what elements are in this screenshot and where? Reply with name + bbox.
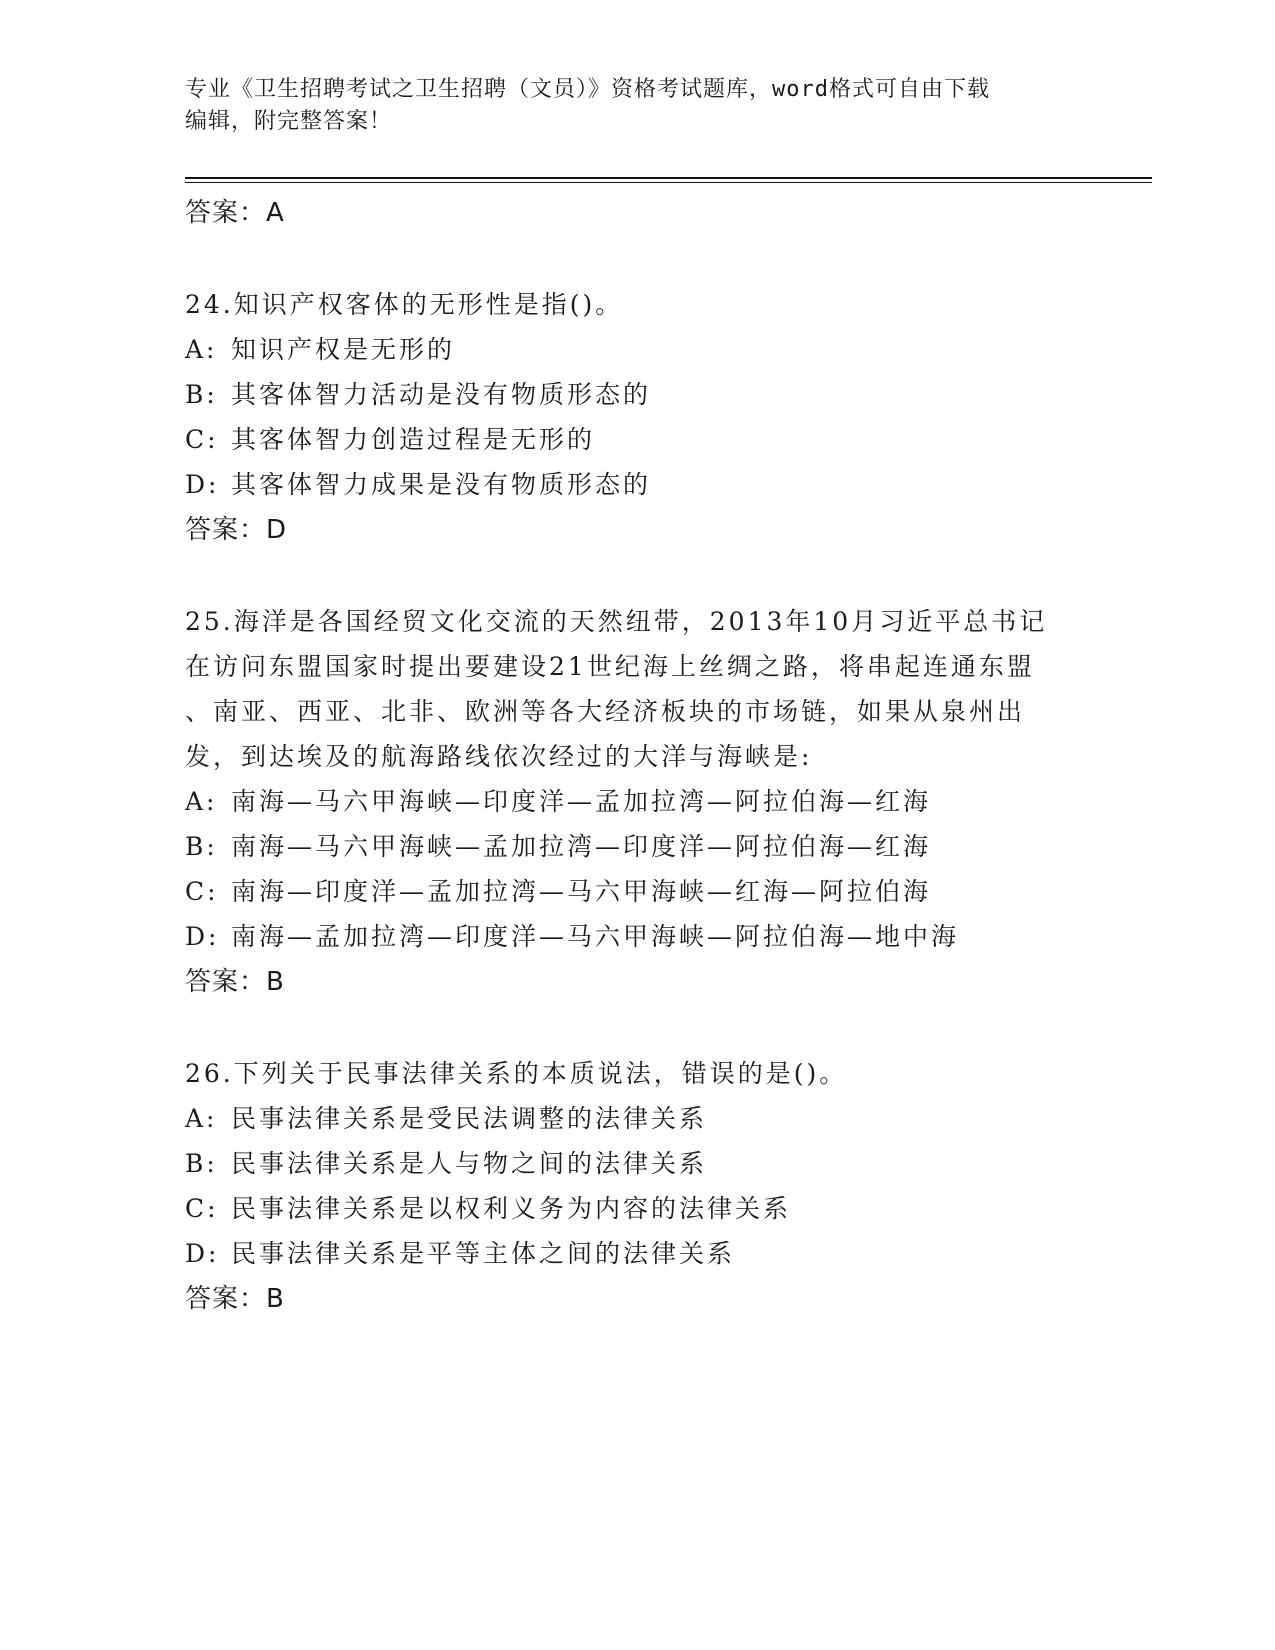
header-line-1: 专业《卫生招聘考试之卫生招聘（文员）》资格考试题库，word格式可自由下载 [185,77,990,102]
answer-line: 答案：B [185,967,285,997]
option-d [185,462,1085,507]
option-key: A: [185,1104,218,1133]
option-text: 民事法律关系是受民法调整的法律关系 [231,1104,708,1133]
option-key: C: [185,877,219,906]
question-text: 24.知识产权客体的无形性是指()。 [185,290,624,319]
answer-line: 答案：A [185,198,285,228]
option-d [185,1231,1085,1276]
option-text: 南海—马六甲海峡—印度洋—孟加拉湾—阿拉伯海—红海 [231,787,932,816]
question-26 [185,1051,1085,1322]
option-a [185,327,1085,372]
option-key: B: [185,380,218,409]
option-b [185,824,1085,869]
option-key: D: [185,1239,220,1268]
question-text: 发，到达埃及的航海路线依次经过的大洋与海峡是: [185,742,813,771]
option-text: 其客体智力创造过程是无形的 [231,425,596,454]
option-a [185,779,1085,824]
option-key: A: [185,787,218,816]
header-rule-thick [185,177,1152,179]
question-24 [185,282,1085,553]
option-key: B: [185,1149,218,1178]
option-text: 民事法律关系是以权利义务为内容的法律关系 [231,1194,792,1223]
option-text: 南海—孟加拉湾—印度洋—马六甲海峡—阿拉伯海—地中海 [231,922,960,951]
option-key: D: [185,922,220,951]
question-text: 、南亚、西亚、北非、欧洲等各大经济板块的市场链，如果从泉州出 [185,697,1026,726]
option-b [185,1141,1085,1186]
header-line-2: 编辑，附完整答案！ [185,109,393,134]
option-key: C: [185,425,219,454]
option-b [185,372,1085,417]
option-c [185,417,1085,462]
option-d [185,914,1085,959]
option-key: C: [185,1194,219,1223]
option-text: 南海—印度洋—孟加拉湾—马六甲海峡—红海—阿拉伯海 [231,877,932,906]
header-rule-thin [185,182,1152,183]
option-a [185,1096,1085,1141]
option-c [185,869,1085,914]
question-text: 26.下列关于民事法律关系的本质说法，错误的是()。 [185,1059,848,1088]
question-text: 在访问东盟国家时提出要建设21世纪海上丝绸之路，将串起连通东盟 [185,652,1035,681]
option-text: 其客体智力成果是没有物质形态的 [231,470,652,499]
option-key: B: [185,832,218,861]
answer-line: 答案：B [185,1284,285,1314]
answer-line: 答案：D [185,515,288,545]
option-text: 民事法律关系是平等主体之间的法律关系 [231,1239,736,1268]
question-text: 25.海洋是各国经贸文化交流的天然纽带，2013年10月习近平总书记 [185,607,1048,636]
page-header [185,74,1085,138]
option-key: A: [185,335,218,364]
option-text: 民事法律关系是人与物之间的法律关系 [231,1149,708,1178]
option-key: D: [185,470,220,499]
option-text: 其客体智力活动是没有物质形态的 [231,380,652,409]
question-25 [185,599,1085,1005]
option-text: 南海—马六甲海峡—孟加拉湾—印度洋—阿拉伯海—红海 [231,832,932,861]
option-text: 知识产权是无形的 [231,335,456,364]
option-c [185,1186,1085,1231]
document-body [185,190,1085,1322]
